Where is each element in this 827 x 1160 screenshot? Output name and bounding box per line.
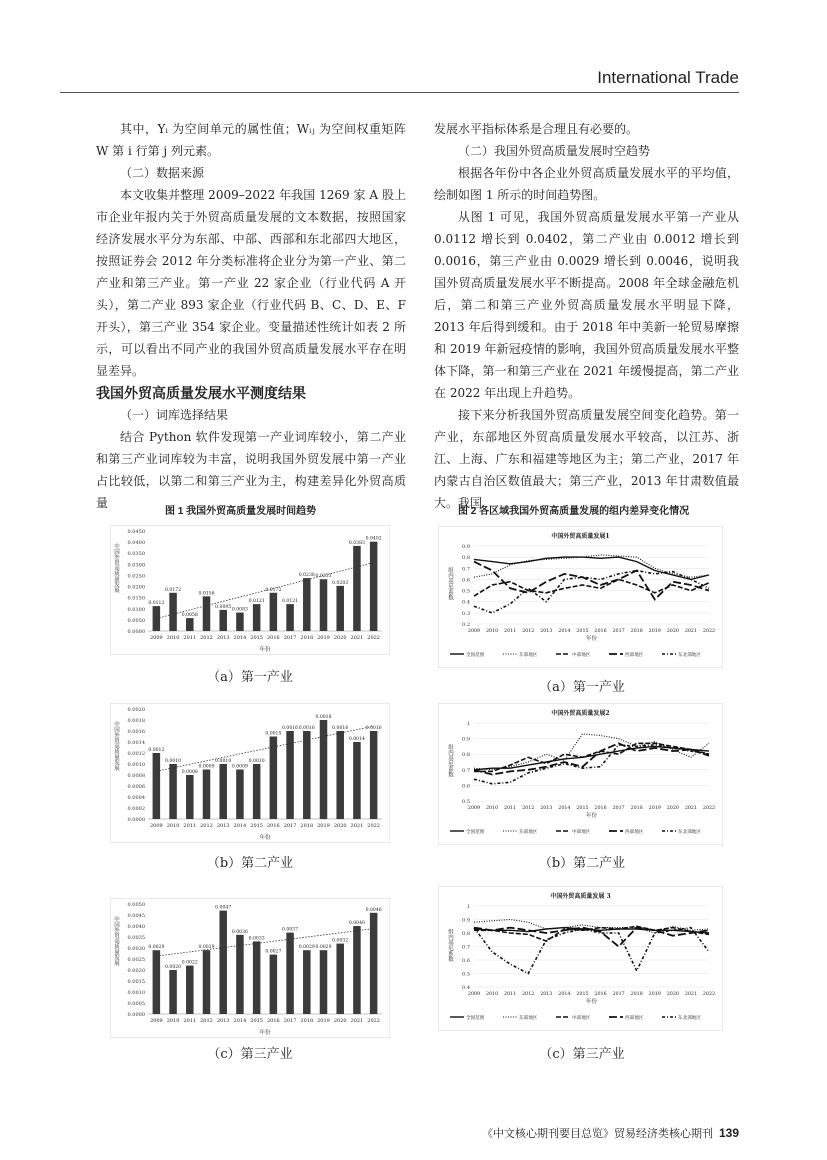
figure1a-bar-chart [110,525,390,655]
chart-title: 中国外贸高质量发展1 [551,533,610,540]
x-tick-label: 2014 [233,823,247,829]
bar [236,770,244,820]
bar [320,720,328,819]
y-tick-label: 1 [466,721,470,727]
bar [370,913,378,1014]
bar [153,606,161,631]
bar [270,955,278,1014]
y-tick-label: 0.4 [462,985,470,991]
data-label: 0.0016 [282,726,299,731]
x-tick-label: 2020 [666,806,679,811]
bar [336,944,344,1014]
y-tick-label: 0.0020 [127,968,145,974]
x-tick-label: 2012 [200,823,213,829]
y-tick-label: 0.8 [462,555,470,562]
bar [336,731,344,819]
x-tick-label: 2015 [576,992,589,997]
data-label: 0.0010 [248,759,265,764]
figure1-caption: 图 1 我国外贸高质量发展时间趋势 [165,506,317,517]
y-tick-label: 0.0050 [127,617,145,624]
x-tick-label: 2018 [300,1018,314,1024]
figure1c-subcaption: （c）第三产业 [207,1047,293,1062]
y-tick-label: 0.0014 [127,740,145,746]
bar [169,970,177,1014]
x-tick-label: 2020 [666,992,679,997]
data-label: 0.0020 [165,965,182,970]
x-tick-label: 2015 [576,806,589,811]
y-axis-title: 组内基尼系数 [447,744,453,777]
y-tick-label: 0.0035 [127,935,145,941]
y-tick-label: 0.8 [462,752,470,759]
bar [303,578,311,631]
data-label: 0.0233 [315,574,332,580]
figure2-caption: 图 2 各区域我国外贸高质量发展的组内差异变化情况 [458,506,690,517]
bar [253,941,261,1014]
section-body [96,404,406,514]
data-label: 0.0047 [215,905,232,911]
y-tick-label: 0.0400 [127,540,145,547]
chart-frame [438,526,723,668]
chart-frame [438,886,723,1031]
x-tick-label: 2017 [612,806,625,811]
x-tick-label: 2016 [594,992,607,997]
data-label: 0.0112 [148,601,165,607]
paragraph: 从图 1 可见，我国外贸高质量发展水平第一产业从 0.0112 增长到 0.0402，第二产业由 0.0012 增长到 0.0016，第三产业由 0.0029 增长到 0.0046，说明我国外贸高质量发展水平不断提高。2008 年全球金融危机后，第二和第三产业外贸高质量发展水平明显下降，2013 年后得到缓和。由于 2018 年中美新一轮贸易摩擦和 2019 年新冠疫情的影响，我国外贸高质量发展水平整体下降，第一和第三产业在 2021 年缓慢提高，第二产业在 2022 年出现上升趋势。 [434,210,739,400]
left-column [96,118,406,382]
x-tick-label: 2022 [367,1018,381,1024]
bar [203,950,211,1014]
bar [219,764,227,819]
data-label: 0.0014 [348,737,365,742]
x-tick-label: 2021 [350,635,364,641]
y-tick-label: 0.0000 [127,629,145,635]
x-tick-label: 2011 [504,992,517,997]
x-tick-label: 2014 [233,1018,247,1024]
x-tick-label: 2011 [183,823,197,829]
bar [253,764,261,819]
legend-label: 西部地区 [625,1016,644,1021]
x-tick-label: 2016 [266,1018,280,1024]
data-label: 0.0029 [198,945,215,951]
bar [370,731,378,819]
bar [203,770,211,820]
y-tick-label: 0.0300 [127,562,145,569]
y-tick-label: 0.2 [462,622,470,628]
data-label: 0.0156 [198,591,215,597]
y-tick-label: 0.0025 [127,957,145,963]
x-tick-label: 2021 [684,806,698,811]
chart-frame [438,703,723,845]
bar [219,911,227,1014]
subheading: （二）数据来源 [120,166,205,180]
x-tick-label: 2020 [333,635,347,641]
legend-label: 东北部地区 [678,653,701,658]
chart-frame [110,703,390,843]
y-tick-label: 0.0016 [127,729,145,735]
bar [336,586,344,631]
x-tick-label: 2022 [702,806,716,811]
x-tick-label: 2016 [594,806,607,811]
footer-journal: 《中文核心期刊要目总览》贸易经济类核心期刊 [481,1128,713,1140]
y-tick-label: 0.5 [462,799,470,805]
legend-label: 东部地区 [519,1016,538,1021]
x-tick-label: 2022 [702,992,716,997]
legend-label: 中部地区 [572,830,591,835]
x-tick-label: 2013 [216,1018,230,1024]
page-footer [482,1125,739,1141]
y-tick-label: 0.0150 [127,595,145,602]
x-tick-label: 2019 [648,806,661,811]
x-tick-label: 2019 [648,629,661,634]
y-axis-title: 组内基尼系数 [447,567,453,600]
figure1a-subcaption: （a）第一产业 [207,670,293,685]
x-tick-label: 2014 [558,629,571,634]
bar [320,579,328,631]
x-axis-title: 年份 [259,647,271,653]
data-label: 0.0058 [181,613,198,619]
x-tick-label: 2013 [216,635,230,641]
x-tick-label: 2017 [612,629,625,634]
data-label: 0.0018 [315,715,332,720]
figure1b-bar-chart [110,703,390,843]
paragraph: 接下来分析我国外贸高质量发展空间变化趋势。第一产业，东部地区外贸高质量发展水平较高，以江苏、浙江、上海、广东和福建等地区为主；第二产业，2017 年内蒙古自治区数值最大；第三产业，2013 年甘肃数值最大。我国 [434,408,739,510]
y-tick-label: 0.0000 [127,817,145,823]
data-label: 0.0009 [198,764,215,770]
x-tick-label: 2021 [684,629,698,634]
y-tick-label: 1 [466,904,470,910]
y-tick-label: 0.0012 [127,751,145,757]
bar [270,593,278,631]
legend-label: 全国范围 [466,1016,485,1021]
figure2c-subcaption: （c）第三产业 [539,1047,625,1062]
x-tick-label: 2011 [504,806,517,811]
x-tick-label: 2012 [200,635,213,641]
legend-label: 东部地区 [519,830,538,835]
x-tick-label: 2010 [166,635,180,641]
data-label: 0.0095 [215,604,232,610]
x-tick-label: 2014 [233,635,247,641]
data-label: 0.0203 [332,580,349,586]
x-tick-label: 2013 [540,629,553,634]
y-tick-label: 0.0350 [127,551,145,558]
figure1c-bar-chart [110,898,390,1038]
bar [303,731,311,819]
x-tick-label: 2010 [485,806,499,811]
x-tick-label: 2011 [183,1018,197,1024]
y-tick-label: 0.8 [462,931,470,937]
x-tick-label: 2018 [630,629,643,634]
paragraph: 根据各年份中各企业外贸高质量发展水平的平均值，绘制如图 1 所示的时间趋势图。 [434,166,739,202]
data-label: 0.0046 [365,907,382,913]
legend-label: 东部地区 [519,653,538,658]
x-tick-label: 2010 [485,992,499,997]
y-tick-label: 0.0010 [127,990,145,996]
paragraph: 本文收集并整理 2009–2022 年我国 1269 家 A 股上市企业年报内关于外贸高质量发展的文本数据，按照国家经济发展水平分为东部、中部、西部和东北部四大地区，按照证券会 2012 年分类标准将企业分为第一产业、第二产业和第三产业。第一产业 22 家企业（行业代码 A 开头），第二产业 893 家企业（行业代码 B、C、D、E、F 开头），第三产业 354 家企业。变量描述性统计如表 2 所示，可以看出不同产业的我国外贸高质量发展水平存在明显差异。 [96,188,406,378]
y-tick-label: 0.5 [462,588,470,595]
x-tick-label: 2022 [702,629,716,634]
y-tick-label: 0.0200 [127,584,145,591]
x-tick-label: 2017 [283,823,297,829]
x-tick-label: 2013 [216,823,230,829]
x-tick-label: 2018 [300,635,314,641]
data-label: 0.0029 [298,945,315,951]
x-tick-label: 2022 [367,823,381,829]
paragraph: 结合 Python 软件发现第一产业词库较小，第二产业和第三产业词库较为丰富，说明我国外贸发展中第一产业占比较低，以第二和第三产业为主，构建差异化外贸高质量 [96,430,406,510]
legend-label: 中部地区 [572,653,591,658]
data-label: 0.0036 [231,929,248,935]
x-tick-label: 2016 [266,823,280,829]
y-tick-label: 0.4 [462,599,470,606]
x-tick-label: 2011 [504,629,517,634]
x-axis-title: 年份 [259,835,271,841]
y-tick-label: 0.7 [462,767,470,774]
x-tick-label: 2018 [630,992,643,997]
data-label: 0.0172 [265,587,282,593]
subheading: （一）词库选择结果 [120,408,229,422]
data-label: 0.0012 [148,748,165,753]
data-label: 0.0015 [265,731,282,737]
y-tick-label: 0.0018 [127,718,145,724]
y-tick-label: 0.0100 [127,606,145,613]
data-label: 0.0383 [348,540,365,546]
data-label: 0.0022 [181,960,198,966]
x-tick-label: 2020 [666,629,679,634]
data-label: 0.0083 [231,607,248,613]
x-tick-label: 2010 [166,1018,180,1024]
legend-label: 西部地区 [625,653,644,658]
legend-label: 东北部地区 [678,1016,701,1021]
y-axis-title: 中国外贸高质量发展 [113,721,119,771]
x-tick-label: 2015 [576,629,589,634]
x-tick-label: 2009 [149,823,163,829]
x-tick-label: 2016 [594,629,607,634]
x-tick-label: 2010 [166,823,180,829]
y-tick-label: 0.0005 [127,1001,145,1007]
x-axis-title: 年份 [585,999,598,1005]
bar [370,542,378,631]
header-rule [60,92,739,93]
bar [320,950,328,1014]
data-label: 0.0040 [348,921,365,926]
x-tick-label: 2012 [522,806,535,811]
x-tick-label: 2010 [485,629,499,634]
chart-title: 中国外贸高质量发展2 [551,710,610,717]
legend-label: 全国范围 [466,830,485,835]
chart-frame [110,898,390,1038]
x-tick-label: 2012 [522,629,535,634]
paragraph: 其中，Yᵢ 为空间单元的属性值；Wᵢⱼ 为空间权重矩阵 W 第 i 行第 j 列元素。 [96,122,406,158]
bar [236,935,244,1014]
data-label: 0.0172 [165,587,182,593]
y-tick-label: 0.6 [462,577,470,584]
figure2c-line-chart [438,886,723,1031]
data-label: 0.0238 [298,573,315,579]
data-label: 0.0032 [332,938,349,944]
x-tick-label: 2013 [540,806,553,811]
y-tick-label: 0.0002 [127,806,145,812]
data-label: 0.0027 [265,949,282,955]
legend-label: 全国范围 [466,653,485,658]
x-tick-label: 2019 [317,823,330,829]
x-tick-label: 2014 [558,806,571,811]
data-label: 0.0033 [248,936,265,942]
figure2b-subcaption: （b）第二产业 [538,856,626,871]
x-tick-label: 2012 [522,992,535,997]
y-tick-label: 0.6 [462,783,470,790]
bar [219,610,227,631]
data-label: 0.0010 [165,759,182,764]
x-tick-label: 2022 [367,635,381,641]
x-tick-label: 2009 [467,629,481,634]
right-column [434,118,739,514]
y-tick-label: 0.7 [462,944,470,951]
bar [153,950,161,1014]
x-axis-title: 年份 [585,636,598,642]
data-label: 0.0016 [332,726,349,731]
legend-label: 中部地区 [572,1016,591,1021]
bar [286,731,294,819]
x-tick-label: 2016 [266,635,280,641]
x-tick-label: 2020 [333,823,347,829]
figure2a-subcaption: （a）第一产业 [539,680,625,695]
x-tick-label: 2021 [350,1018,364,1024]
section-heading: 我国外贸高质量发展水平测度结果 [96,385,306,401]
x-tick-label: 2013 [540,992,553,997]
y-tick-label: 0.0010 [127,762,145,768]
y-tick-label: 0.7 [462,566,470,573]
data-label: 0.0016 [298,726,315,731]
x-tick-label: 2019 [317,1018,330,1024]
x-tick-label: 2019 [648,992,661,997]
page-header [60,40,739,92]
legend-label: 东北部地区 [678,830,701,835]
y-tick-label: 0.0008 [127,773,145,779]
x-tick-label: 2017 [612,992,625,997]
x-tick-label: 2015 [250,635,264,641]
bar [353,926,361,1014]
y-tick-label: 0.6 [462,958,470,964]
bar [286,604,294,631]
bar [203,596,211,631]
x-tick-label: 2012 [200,1018,213,1024]
bar [169,764,177,819]
y-tick-label: 0.5 [462,971,470,978]
x-tick-label: 2020 [333,1018,347,1024]
journal-section-title: International Trade [597,68,739,87]
data-label: 0.0029 [148,945,165,951]
data-label: 0.0010 [215,759,232,764]
chart-title: 中国外贸高质量发展 3 [550,893,611,900]
x-tick-label: 2014 [558,992,571,997]
x-tick-label: 2019 [317,635,330,641]
x-axis-title: 年份 [259,1030,271,1036]
bar [186,966,194,1014]
y-tick-label: 0.9 [462,917,470,924]
y-tick-label: 0.3 [462,610,470,617]
page-number: 139 [718,1126,739,1140]
figure1b-subcaption: （b）第二产业 [206,856,294,871]
y-axis-title: 中国外贸高质量发展 [113,543,119,593]
figure2a-line-chart [438,526,723,668]
y-tick-label: 0.9 [462,544,470,550]
x-tick-label: 2018 [630,806,643,811]
y-tick-label: 0.0450 [127,529,145,535]
bar [253,604,261,631]
data-label: 0.0008 [181,770,198,775]
x-tick-label: 2015 [250,823,264,829]
y-tick-label: 0.0050 [127,902,145,908]
subheading: （二）我国外贸高质量发展时空趋势 [458,144,651,158]
bar [186,775,194,819]
y-tick-label: 0.9 [462,736,470,743]
bar [286,933,294,1014]
y-tick-label: 0.0015 [127,979,145,985]
x-tick-label: 2018 [300,823,314,829]
bar [353,742,361,819]
y-tick-label: 0.0040 [127,924,145,930]
y-axis-title: 组内基尼系数 [447,928,453,962]
x-tick-label: 2021 [684,992,698,997]
x-tick-label: 2017 [283,1018,297,1024]
data-label: 0.0029 [315,945,332,951]
y-tick-label: 0.0020 [127,707,145,713]
y-tick-label: 0.0045 [127,913,145,919]
y-tick-label: 0.0006 [127,784,145,790]
x-tick-label: 2009 [149,1018,163,1024]
paragraph: 发展水平指标体系是合理且有必要的。 [434,122,639,136]
y-tick-label: 0.0250 [127,573,145,580]
data-label: 0.0402 [365,536,382,542]
bar [153,753,161,819]
y-tick-label: 0.0004 [127,795,145,801]
x-tick-label: 2011 [183,635,197,641]
data-label: 0.0016 [365,726,382,731]
bar [303,950,311,1014]
data-label: 0.0009 [231,764,248,770]
bar [236,613,244,631]
y-tick-label: 0.0000 [127,1012,145,1018]
x-tick-label: 2021 [350,823,364,829]
data-label: 0.0121 [282,599,299,605]
bar [186,618,194,631]
data-label: 0.0121 [248,599,265,605]
x-tick-label: 2015 [250,1018,264,1024]
bar [169,593,177,631]
bar [353,546,361,631]
legend-label: 西部地区 [625,830,644,835]
bar [270,737,278,820]
y-axis-title: 中国外贸高质量发展 [113,916,119,966]
data-label: 0.0037 [282,927,299,933]
y-tick-label: 0.0030 [127,946,145,952]
figure2b-line-chart [438,703,723,845]
x-tick-label: 2009 [149,635,163,641]
x-tick-label: 2009 [467,992,481,997]
x-tick-label: 2009 [467,806,481,811]
x-axis-title: 年份 [585,813,598,819]
x-tick-label: 2017 [283,635,297,641]
